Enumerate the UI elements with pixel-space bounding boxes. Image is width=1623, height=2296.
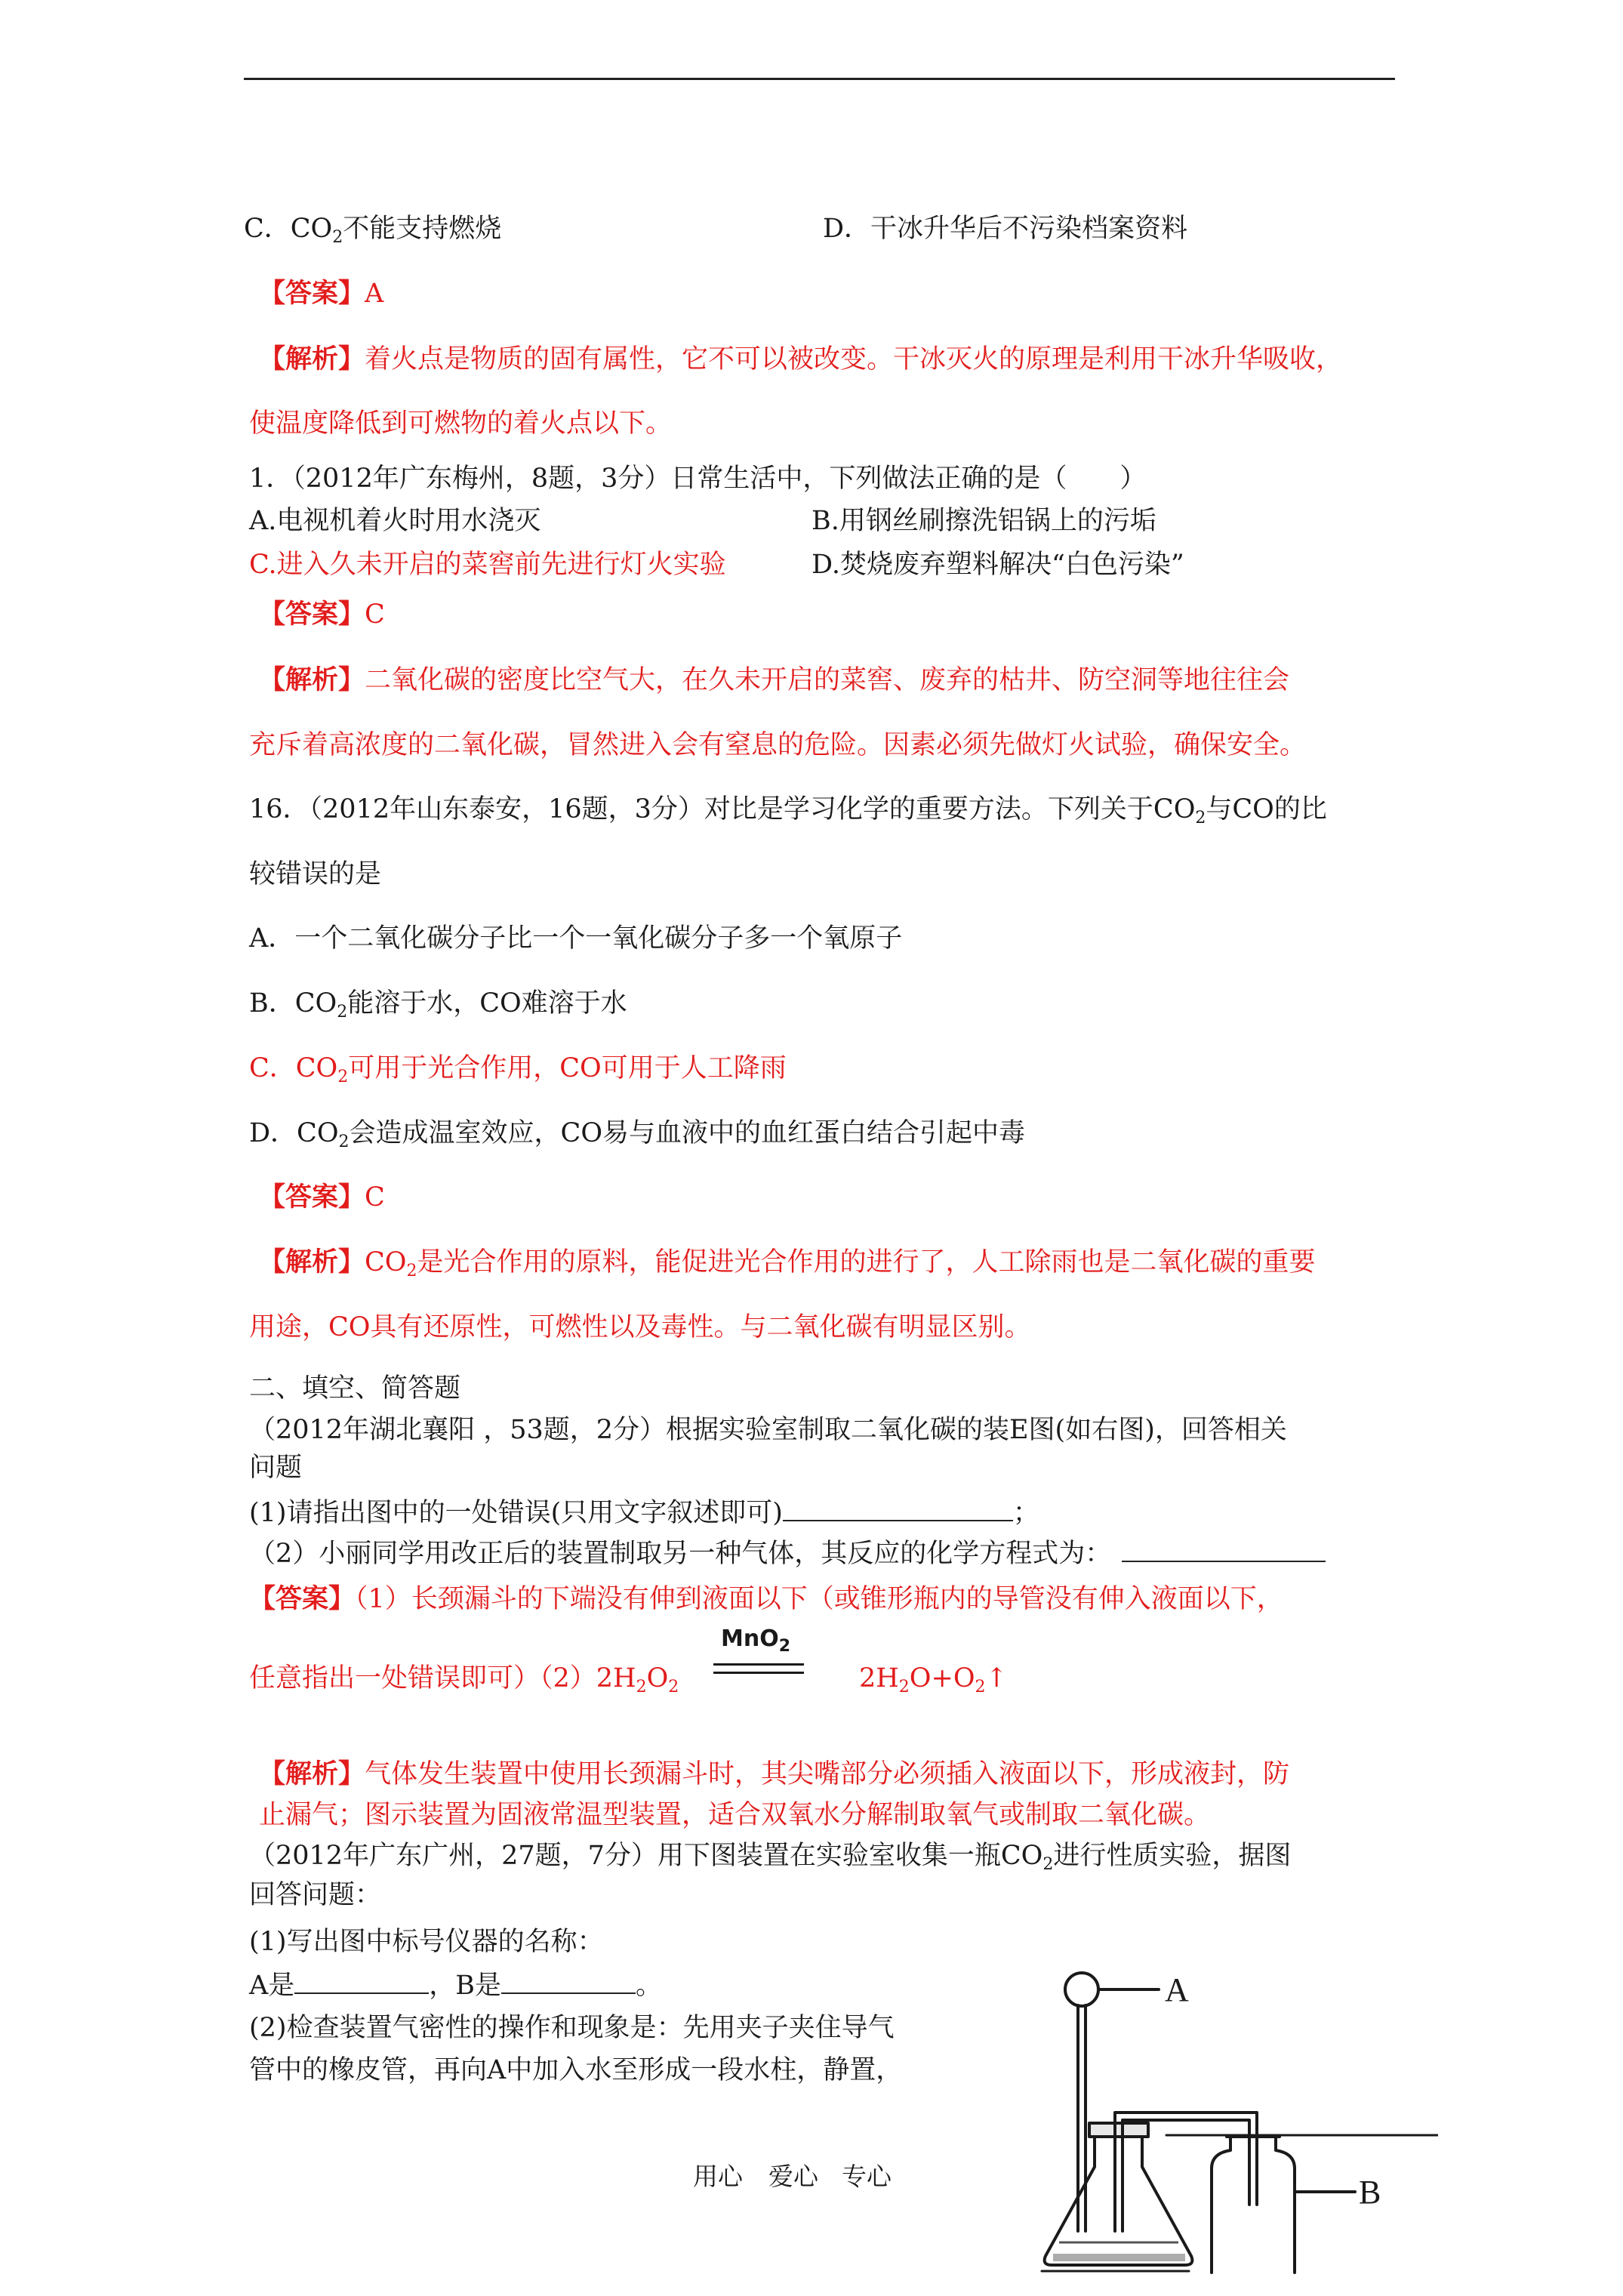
header-rule: [244, 78, 1395, 80]
meizhou-option-a: A.电视机着火时用水浇灭: [249, 506, 541, 536]
taian-stem-line1: 16．（2012年山东泰安，16题，3分）对比是学习化学的重要方法。下列关于$CO_2$与CO的比: [249, 794, 1327, 827]
guangzhou-sub1-blanks: A是 ，B是 。: [249, 1971, 663, 2001]
section-title: 二、填空、简答题: [249, 1373, 461, 1404]
meizhou-analysis-line2: 充斥着高浓度的二氧化碳，冒然进入会有窒息的危险。因素必须先做灯火试验，确保安全。: [249, 730, 1307, 760]
taian-answer: 【答案】C: [259, 1182, 385, 1213]
answer-blank-b[interactable]: [501, 1970, 636, 1994]
xiangyang-analysis-line2: 止漏气；图示装置为固液常温型装置，适合双氧水分解制取氧气或制取二氧化碳。: [259, 1800, 1211, 1830]
xiangyang-products: $2H_2O+O_2↑$: [859, 1663, 1008, 1697]
xiangyang-sub2: （2）小丽同学用改正后的装置制取另一种气体，其反应的化学方程式为：: [249, 1537, 1326, 1570]
collecting-bottle: [1212, 2137, 1230, 2273]
conical-flask: [1045, 2133, 1193, 2265]
meizhou-analysis-line1: 【解析】二氧化碳的密度比空气大，在久未开启的菜窖、废弃的枯井、防空洞等地往往会: [259, 664, 1290, 695]
meizhou-option-c: C.进入久未开启的菜窖前先进行灯火实验: [249, 550, 726, 580]
figure-label-a: A: [1165, 1971, 1189, 2008]
answer-blank[interactable]: [783, 1497, 1013, 1521]
taian-option-c: C．$CO_2$可用于光合作用，CO可用于人工降雨: [249, 1053, 787, 1086]
equation-bar-bottom: [713, 1672, 804, 1674]
xiangyang-answer-line2: 任意指出一处错误即可）$(2)2H_2O_2$: [249, 1663, 679, 1697]
equation-bar-top: [713, 1663, 804, 1666]
prev-answer: 【答案】A: [259, 278, 384, 309]
footer-word-1: 用心: [693, 2162, 743, 2191]
taian-option-d: D．$CO_2$会造成温室效应，CO易与血液中的血红蛋白结合引起中毒: [249, 1118, 1026, 1151]
meizhou-option-b: B.用钢丝刷擦洗铝锅上的污垢: [812, 506, 1156, 536]
figure-label-b: B: [1359, 2174, 1381, 2211]
taian-analysis-line1: 【解析】$CO_2$是光合作用的原料，能促进光合作用的进行了，人工除雨也是二氧化碳的重要: [259, 1247, 1316, 1281]
taian-stem-line2: 较错误的是: [249, 859, 382, 889]
funnel-bulb: [1065, 1973, 1098, 2006]
prev-analysis-line2: 使温度降低到可燃物的着火点以下。: [249, 408, 673, 439]
guangzhou-stem-line1: （2012年广东广州，27题，7分）用下图装置在实验室收集一瓶$CO_2$进行性质实验，据图: [249, 1841, 1292, 1874]
apparatus-figure: [1038, 1955, 1438, 2276]
answer-blank-a[interactable]: [294, 1970, 429, 1994]
xiangyang-stem-line2: 问题: [249, 1453, 303, 1483]
taian-analysis-line2: 用途，CO具有还原性，可燃性以及毒性。与二氧化碳有明显区别。: [249, 1312, 1031, 1342]
footer-word-2: 爱心: [768, 2162, 818, 2191]
meizhou-option-d: D.焚烧废弃塑料解决“白色污染”: [812, 550, 1184, 580]
guangzhou-stem-line2: 回答问题：: [249, 1880, 382, 1910]
guangzhou-sub1: (1)写出图中标号仪器的名称：: [249, 1927, 604, 1957]
xiangyang-answer-line1: 【答案】（1）长颈漏斗的下端没有伸到液面以下（或锥形瓶内的导管没有伸入液面以下，: [249, 1583, 1283, 1614]
meizhou-answer: 【答案】C: [259, 599, 385, 630]
xiangyang-analysis-line1: 【解析】气体发生装置中使用长颈漏斗时，其尖嘴部分必须插入液面以下，形成液封，防: [259, 1758, 1290, 1789]
prev-analysis-line1: 【解析】着火点是物质的固有属性，它不可以被改变。干冰灭火的原理是利用干冰升华吸收，: [259, 344, 1343, 374]
catalyst-label: MnO$_2$: [721, 1626, 791, 1656]
footer-word-3: 专心: [842, 2162, 892, 2191]
taian-option-b: B．$CO_2$能溶于水，CO难溶于水: [249, 988, 627, 1022]
answer-blank[interactable]: [1122, 1538, 1326, 1562]
taian-option-a: A．一个二氧化碳分子比一个一氧化碳分子多一个氧原子: [249, 923, 903, 954]
prev-option-c: C．$CO_2$不能支持燃烧: [244, 214, 502, 247]
prev-option-d: D．干冰升华后不污染档案资料: [823, 214, 1188, 244]
xiangyang-stem-line1: （2012年湖北襄阳 ，53题，2分）根据实验室制取二氧化碳的装E图(如右图)，回答相关: [249, 1415, 1287, 1445]
guangzhou-sub2-line2: 管中的橡皮管，再向A中加入水至形成一段水柱，静置，: [249, 2055, 903, 2085]
xiangyang-sub1: (1)请指出图中的一处错误(只用文字叙述即可) ；: [249, 1498, 1039, 1528]
guangzhou-sub2-line1: (2)检查装置气密性的操作和现象是：先用夹子夹住导气: [249, 2013, 895, 2043]
meizhou-stem: 1．（2012年广东梅州，8题，3分）日常生活中，下列做法正确的是（ ）: [249, 464, 1147, 494]
